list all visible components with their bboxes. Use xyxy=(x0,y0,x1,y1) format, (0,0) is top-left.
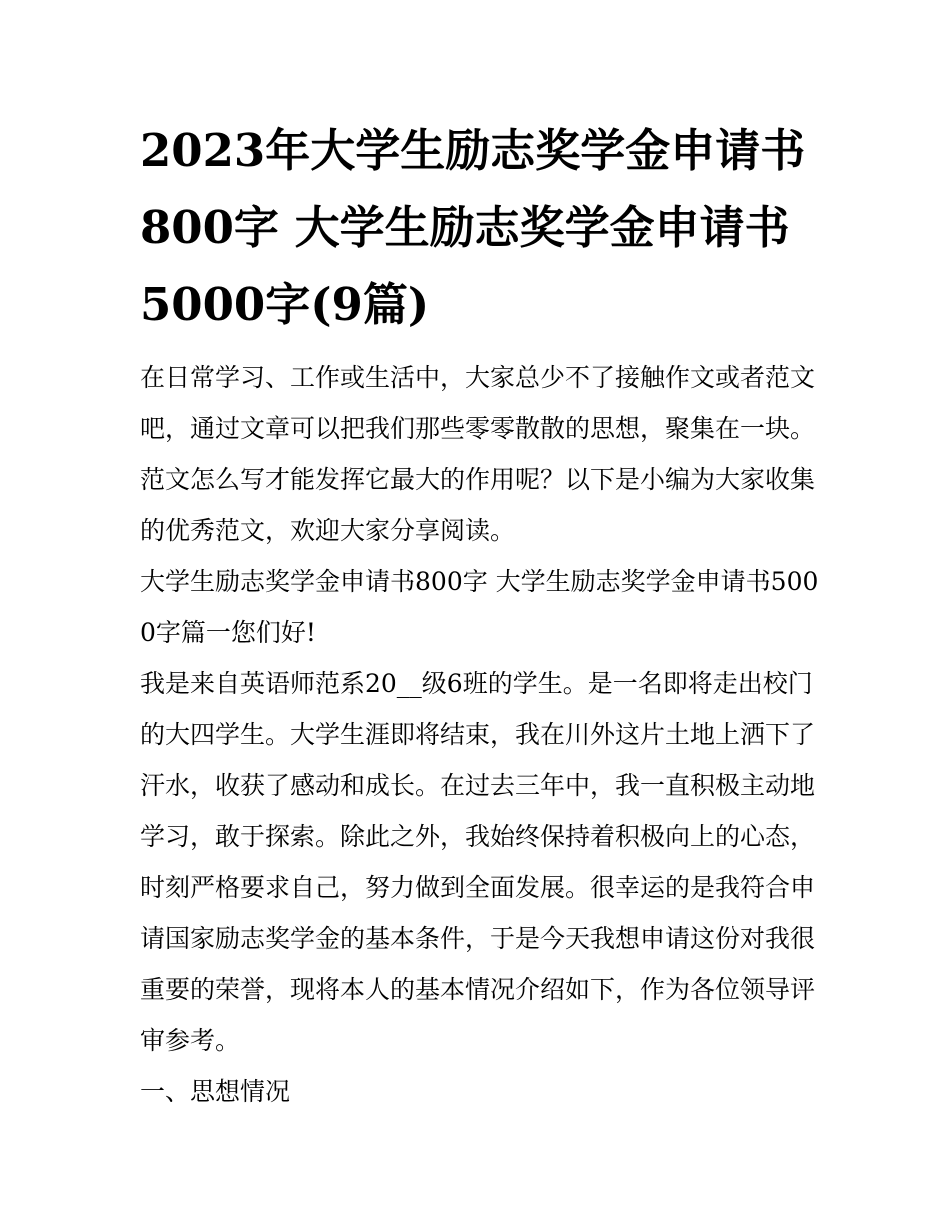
subheading-thought: 一、思想情况 xyxy=(140,1077,291,1106)
document-body xyxy=(140,352,820,1117)
section-heading-paragraph: 大学生励志奖学金申请书800字 大学生励志奖学金申请书5000字篇一您们好! xyxy=(140,567,819,647)
document-title: 2023年大学生励志奖学金申请书800字 大学生励志奖学金申请书5000字(9篇) xyxy=(140,124,806,331)
intro-paragraph: 在日常学习、工作或生活中，大家总少不了接触作文或者范文吧，通过文章可以把我们那些零零散散的思想，聚集在一块。范文怎么写才能发挥它最大的作用呢？以下是小编为大家收集的优秀范文，欢迎大家分享阅读。 xyxy=(140,363,816,545)
main-paragraph: 我是来自英语师范系20__级6班的学生。是一名即将走出校门的大四学生。大学生涯即将结束，我在川外这片土地上洒下了汗水，收获了感动和成长。在过去三年中，我一直积极主动地学习，敢于探索。除此之外，我始终保持着积极向上的心态，时刻严格要求自己，努力做到全面发展。很幸运的是我符合申请国家励志奖学金的基本条件，于是今天我想申请这份对我很重要的荣誉，现将本人的基本情况介绍如下，作为各位领导评审参考。 xyxy=(140,669,816,1055)
